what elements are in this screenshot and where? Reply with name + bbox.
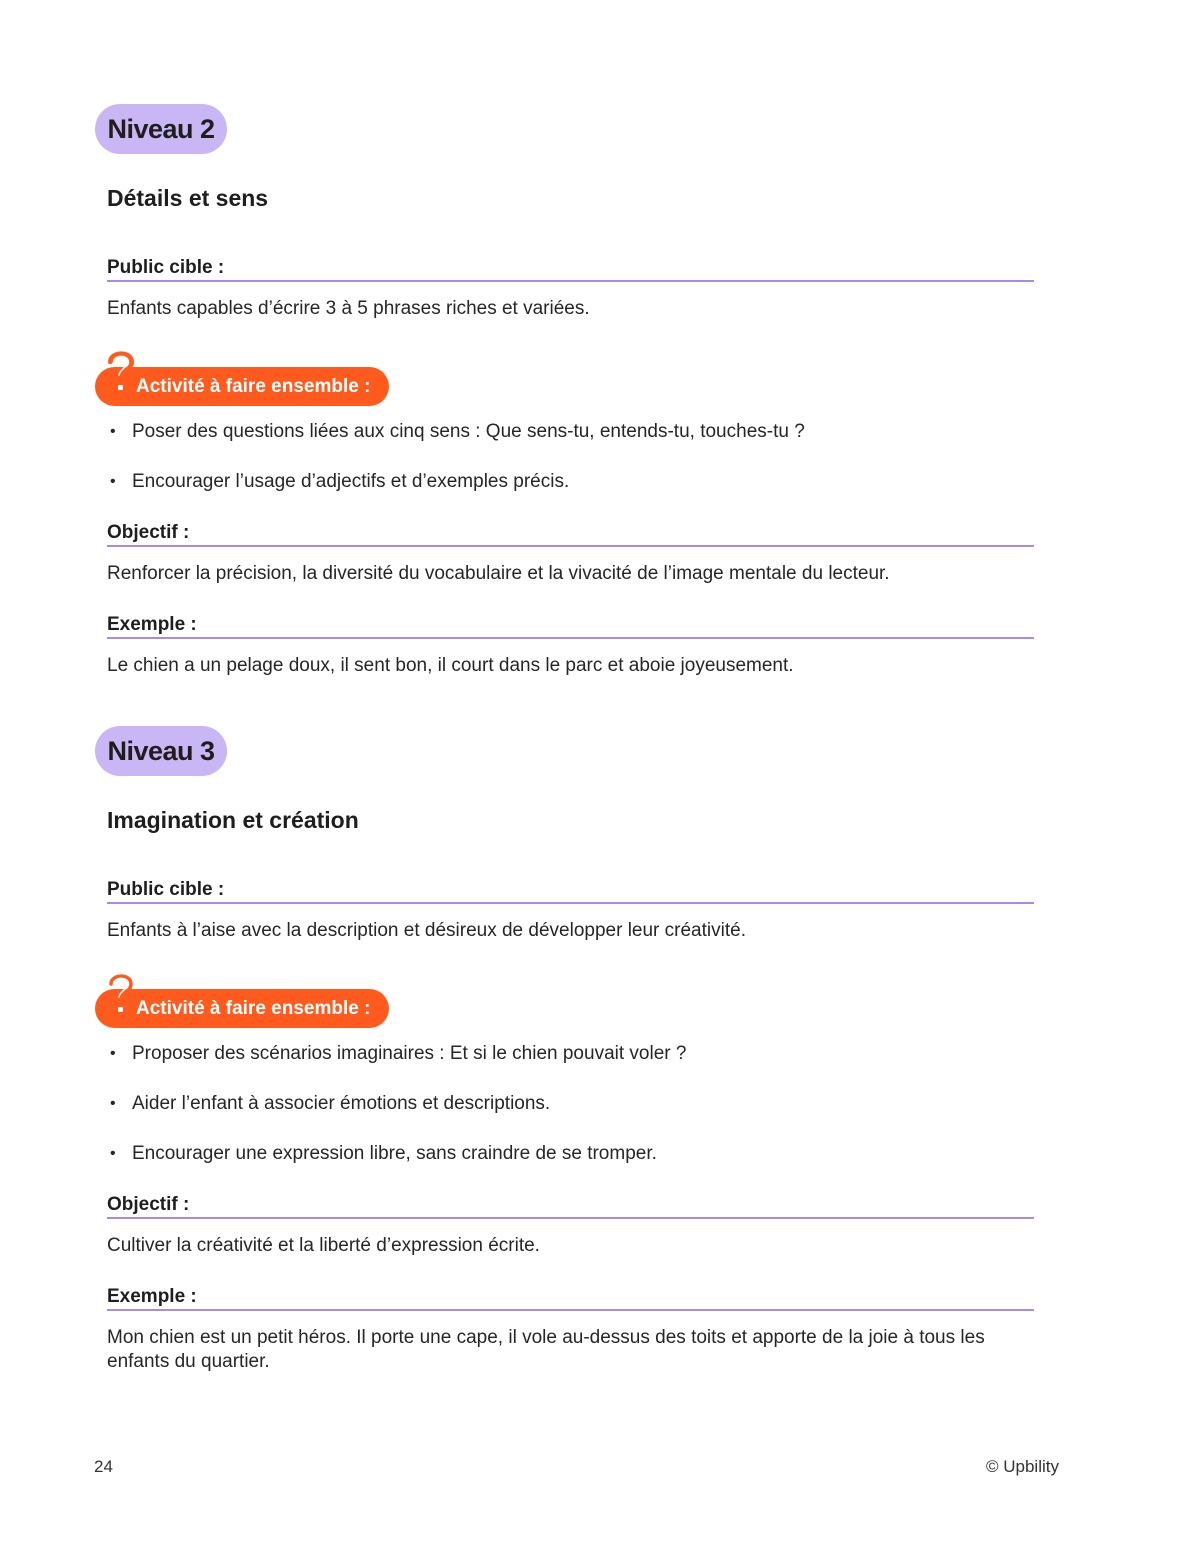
bullet-icon: • [110,1045,116,1062]
public-text: Enfants à l’aise avec la description et désireux de développer leur créativité. [107,920,746,941]
level-badge: Niveau 2 [95,104,227,154]
bullet-icon: • [110,423,116,440]
question-mark-icon [105,969,137,1017]
copyright: © Upbility [986,1457,1059,1476]
list-item [107,1042,1027,1092]
level-badge: Niveau 3 [95,726,227,776]
public-label: Public cible : [107,257,1034,282]
example-text: Mon chien est un petit héros. Il porte une cape, il vole au-dessus des toits et apporte de la joie à tous les enfants du quartier. [107,1327,985,1372]
list-item [107,1142,1027,1192]
question-mark-overlay-icon [105,347,137,395]
activity-label: Activité à faire ensemble : [95,367,389,406]
level-subtitle: Détails et sens [107,185,269,211]
list-item-text: Poser des questions liées aux cinq sens : Que sens-tu, entends-tu, touches-tu ? [132,421,805,442]
activity-list [107,1042,1027,1192]
bullet-icon: • [110,1095,116,1112]
bullet-icon: • [110,473,116,490]
objective-text: Renforcer la précision, la diversité du vocabulaire et la vivacité de l’image mentale du lecteur. [107,563,890,584]
objective-label: Objectif : [107,522,1034,547]
activity-list [107,420,1027,520]
list-item-text: Encourager l’usage d’adjectifs et d’exemples précis. [132,471,570,492]
public-label: Public cible : [107,879,1034,904]
activity-label: Activité à faire ensemble : [95,989,389,1028]
example-text: Le chien a un pelage doux, il sent bon, il court dans le parc et aboie joyeusement. [107,655,794,676]
bullet-icon: • [110,1145,116,1162]
list-item [107,470,1027,520]
example-label: Exemple : [107,614,1034,639]
level-subtitle: Imagination et création [107,807,359,833]
list-item-text: Proposer des scénarios imaginaires : Et si le chien pouvait voler ? [132,1043,687,1064]
page-number: 24 [94,1457,113,1476]
list-item [107,420,1027,470]
objective-label: Objectif : [107,1194,1034,1219]
public-text: Enfants capables d’écrire 3 à 5 phrases riches et variées. [107,298,590,319]
example-label: Exemple : [107,1286,1034,1311]
list-item [107,1092,1027,1142]
list-item-text: Aider l’enfant à associer émotions et descriptions. [132,1093,551,1114]
objective-text: Cultiver la créativité et la liberté d’expression écrite. [107,1235,540,1256]
list-item-text: Encourager une expression libre, sans craindre de se tromper. [132,1143,657,1164]
